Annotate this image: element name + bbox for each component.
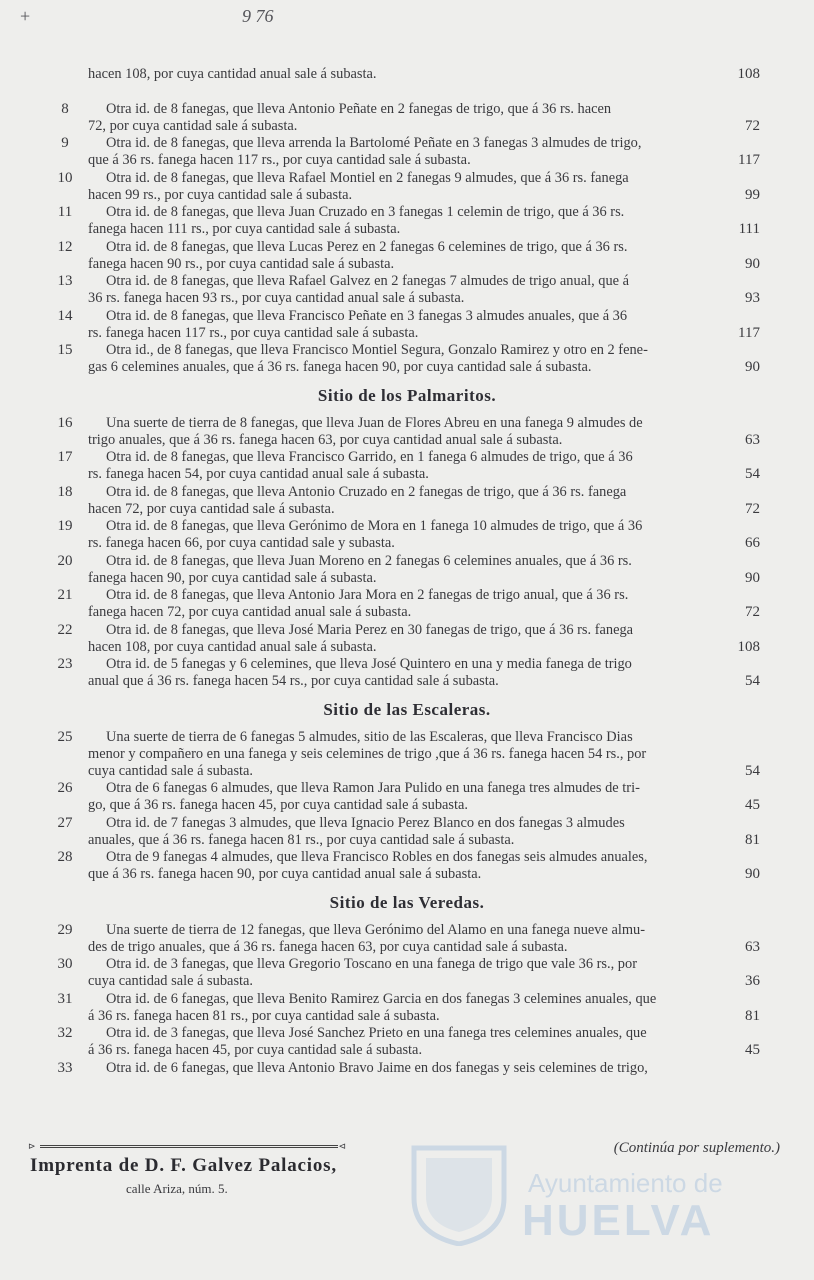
entry-text-line: trigo anuales, que á 36 rs. fanega hacen 63, por cuya cantidad anual sale á subasta. bbox=[88, 431, 563, 448]
entry-amount: 81 bbox=[745, 831, 760, 848]
entry-number: 20 bbox=[57, 552, 73, 569]
list-item bbox=[0, 991, 814, 1026]
list-item bbox=[0, 204, 814, 239]
entry-text-line: Otra id. de 8 fanegas, que lleva Francisco Garrido, en 1 fanega 6 almudes de trigo, que á 36 bbox=[106, 449, 633, 465]
entry-text-line: Otra id. de 5 fanegas y 6 celemines, que lleva José Quintero en una y media fanega de trigo bbox=[106, 656, 632, 672]
list-item bbox=[0, 449, 814, 484]
entry-text-line: anual que á 36 rs. fanega hacen 54 rs., por cuya cantidad sale á subasta. bbox=[88, 673, 499, 689]
entry-text-line: que á 36 rs. fanega hacen 90, por cuya cantidad anual sale á subasta. bbox=[88, 866, 482, 882]
rule-ornament-icon: ⊳ bbox=[28, 1141, 36, 1151]
entry-amount: 99 bbox=[745, 186, 760, 203]
entry-text bbox=[88, 308, 728, 342]
entry-number: 10 bbox=[57, 169, 73, 186]
entry-amount: 72 bbox=[745, 604, 760, 620]
entry-number: 28 bbox=[57, 849, 73, 865]
entry-text bbox=[88, 415, 728, 449]
list-item bbox=[0, 849, 814, 884]
entry-text bbox=[88, 204, 728, 238]
list-item bbox=[0, 1060, 814, 1095]
entry-amount: 45 bbox=[745, 797, 760, 813]
entry-text-line: 36 rs. fanega hacen 93 rs., por cuya cantidad anual sale á subasta. bbox=[88, 290, 465, 306]
list-item bbox=[0, 815, 814, 850]
rule-ornament-icon: ⊲ bbox=[338, 1141, 346, 1151]
entry-text-line: fanega hacen 111 rs., por cuya cantidad sale á subasta. bbox=[88, 221, 401, 237]
entry-text bbox=[88, 780, 728, 814]
entry-amount: 72 bbox=[745, 500, 760, 517]
entry-text bbox=[88, 729, 728, 780]
entry-text bbox=[88, 101, 728, 135]
entry-text-line: Una suerte de tierra de 8 fanegas, que lleva Juan de Flores Abreu en una fanega 9 almudes de bbox=[106, 414, 643, 431]
entry-text bbox=[88, 66, 728, 83]
entry-text-line: gas 6 celemines anuales, que á 36 rs. fanega hacen 90, por cuya cantidad sale á subasta. bbox=[88, 359, 592, 375]
list-item bbox=[0, 518, 814, 553]
list-item bbox=[0, 135, 814, 170]
list-item bbox=[0, 239, 814, 274]
entry-text-line: rs. fanega hacen 66, por cuya cantidad sale y subasta. bbox=[88, 535, 395, 551]
entry-text bbox=[88, 135, 728, 169]
entry-text-line: go, que á 36 rs. fanega hacen 45, por cuya cantidad sale á subasta. bbox=[88, 797, 469, 813]
entry-amount: 54 bbox=[745, 762, 760, 779]
entry-text-line: des de trigo anuales, que á 36 rs. fanega hacen 63, por cuya cantidad sale á subasta. bbox=[88, 938, 568, 955]
entry-text-line: Otra id. de 3 fanegas, que lleva Gregorio Toscano en una fanega de trigo que vale 36 rs., por bbox=[106, 956, 637, 972]
footer-rule bbox=[28, 1143, 346, 1149]
page-mark: 9 76 bbox=[242, 6, 274, 26]
entry-text-line: rs. fanega hacen 54, por cuya cantidad anual sale á subasta. bbox=[88, 466, 429, 482]
entry-text bbox=[88, 484, 728, 518]
entry-amount: 108 bbox=[737, 638, 760, 655]
entry-amount: 117 bbox=[738, 152, 760, 168]
entry-amount: 90 bbox=[745, 255, 760, 272]
section-title: Sitio de las Escaleras. bbox=[323, 699, 491, 719]
list-item bbox=[0, 622, 814, 657]
entry-number: 27 bbox=[57, 814, 73, 831]
list-item bbox=[0, 66, 814, 101]
entry-amount: 90 bbox=[745, 359, 760, 375]
entry-amount: 54 bbox=[745, 673, 760, 689]
entry-text-line: que á 36 rs. fanega hacen 117 rs., por cuya cantidad sale á subasta. bbox=[88, 152, 471, 168]
entry-text-line: fanega hacen 90, por cuya cantidad sale á subasta. bbox=[88, 569, 377, 586]
entry-number: 11 bbox=[57, 204, 73, 220]
entry-text-line: hacen 108, por cuya cantidad anual sale á subasta. bbox=[88, 638, 377, 655]
entry-text-line: cuya cantidad sale á subasta. bbox=[88, 762, 254, 779]
entry-amount: 72 bbox=[745, 117, 760, 134]
list-item bbox=[0, 415, 814, 450]
entry-number: 14 bbox=[57, 307, 73, 324]
entry-amount: 81 bbox=[745, 1007, 760, 1024]
entry-number: 18 bbox=[57, 483, 73, 500]
entry-amount: 117 bbox=[738, 324, 760, 341]
corner-mark: + bbox=[20, 6, 31, 26]
entry-text-line: Otra id. de 8 fanegas, que lleva José Maria Perez en 30 fanegas de trigo, que á 36 rs. fanega bbox=[106, 621, 634, 638]
entry-amount: 63 bbox=[745, 431, 760, 448]
entry-text-line: á 36 rs. fanega hacen 81 rs., por cuya cantidad sale á subasta. bbox=[88, 1007, 440, 1024]
entry-text-line: Una suerte de tierra de 12 fanegas, que lleva Gerónimo del Alamo en una fanega nueve almu- bbox=[106, 921, 646, 938]
entry-text-line: Una suerte de tierra de 6 fanegas 5 almudes, sitio de las Escaleras, que lleva Francisco Dias bbox=[106, 728, 633, 745]
list-item bbox=[0, 922, 814, 957]
entry-text bbox=[88, 1060, 728, 1077]
entry-amount: 36 bbox=[745, 973, 760, 989]
entry-number: 26 bbox=[57, 780, 73, 796]
list-item bbox=[0, 729, 814, 781]
entry-amount: 54 bbox=[745, 466, 760, 482]
list-item bbox=[0, 587, 814, 622]
entry-text-line: Otra id. de 6 fanegas, que lleva Antonio Bravo Jaime en dos fanegas y seis celemines de trigo, bbox=[106, 1059, 648, 1076]
entry-number: 25 bbox=[57, 728, 73, 745]
entry-text bbox=[88, 622, 728, 656]
entry-text bbox=[88, 342, 728, 376]
entry-text-line: Otra id. de 6 fanegas, que lleva Benito Ramirez Garcia en dos fanegas 3 celemines anuales, que bbox=[106, 990, 657, 1007]
list-item bbox=[0, 342, 814, 377]
entry-text bbox=[88, 922, 728, 956]
entry-text-line: Otra id. de 8 fanegas, que lleva Antonio Jara Mora en 2 fanegas de trigo anual, que á 36 rs. bbox=[106, 587, 629, 603]
entry-text-line: hacen 72, por cuya cantidad sale á subasta. bbox=[88, 500, 335, 517]
entry-text bbox=[88, 956, 728, 990]
section-title: Sitio de los Palmaritos. bbox=[317, 385, 497, 405]
entry-amount: 63 bbox=[745, 938, 760, 955]
entry-text-line: á 36 rs. fanega hacen 45, por cuya cantidad sale á subasta. bbox=[88, 1042, 423, 1058]
entry-amount: 45 bbox=[745, 1042, 760, 1058]
entry-text-line: Otra id. de 8 fanegas, que lleva Juan Moreno en 2 fanegas 6 celemines anuales, que á 36 rs. bbox=[106, 552, 632, 569]
list-item bbox=[0, 1025, 814, 1060]
entry-text-line: Otra id. de 8 fanegas, que lleva Lucas Perez en 2 fanegas 6 celemines de trigo, que á 36 rs. bbox=[106, 238, 628, 255]
entry-amount: 111 bbox=[738, 221, 760, 237]
entry-number: 17 bbox=[57, 449, 73, 465]
watermark-line-1: Ayuntamiento de bbox=[528, 1168, 723, 1198]
archive-watermark bbox=[404, 1138, 784, 1248]
entry-number: 12 bbox=[57, 238, 73, 255]
coat-of-arms-icon bbox=[404, 1142, 514, 1246]
entry-number: 21 bbox=[57, 587, 73, 603]
entry-text bbox=[88, 239, 728, 273]
entry-text bbox=[88, 553, 728, 587]
entry-number: 9 bbox=[61, 135, 69, 151]
double-rule bbox=[40, 1145, 338, 1148]
entry-number: 16 bbox=[57, 414, 73, 431]
entry-text-line: Otra id. de 8 fanegas, que lleva Rafael Galvez en 2 fanegas 7 almudes de trigo anual, que á bbox=[106, 273, 630, 289]
entry-number: 22 bbox=[57, 621, 73, 638]
entry-text bbox=[88, 587, 728, 621]
entry-text bbox=[88, 815, 728, 849]
entry-text-line: Otra id. de 3 fanegas, que lleva José Sanchez Prieto en una fanega tres celemines anuales, que bbox=[106, 1025, 647, 1041]
entry-text-line: Otra id. de 8 fanegas, que lleva Gerónimo de Mora en 1 fanega 10 almudes de trigo, que á 36 bbox=[106, 518, 643, 534]
entry-text-line: Otra de 6 fanegas 6 almudes, que lleva Ramon Jara Pulido en una fanega tres almudes de tri- bbox=[106, 780, 640, 796]
entry-text-line: Otra id. de 8 fanegas, que lleva Rafael Montiel en 2 fanegas 9 almudes, que á 36 rs. fanega bbox=[106, 169, 629, 186]
entry-text bbox=[88, 849, 728, 883]
entry-number: 8 bbox=[61, 100, 69, 117]
entry-amount: 66 bbox=[745, 535, 760, 551]
entry-text bbox=[88, 449, 728, 483]
list-item bbox=[0, 656, 814, 691]
entry-amount: 90 bbox=[745, 866, 760, 882]
entry-text-line: Otra de 9 fanegas 4 almudes, que lleva Francisco Robles en dos fanegas seis almudes anuales, bbox=[106, 849, 648, 865]
list-item bbox=[0, 780, 814, 815]
list-item bbox=[0, 170, 814, 205]
entry-number: 33 bbox=[57, 1059, 73, 1076]
entry-text-line: hacen 99 rs., por cuya cantidad sale á subasta. bbox=[88, 186, 353, 203]
entry-text bbox=[88, 1025, 728, 1059]
entry-text-line: cuya cantidad sale á subasta. bbox=[88, 973, 254, 989]
entry-number: 29 bbox=[57, 921, 73, 938]
list-item bbox=[0, 956, 814, 991]
entry-number: 30 bbox=[57, 956, 73, 972]
section-title: Sitio de las Veredas. bbox=[329, 892, 485, 912]
entry-text bbox=[88, 170, 728, 204]
continuation-note: (Continúa por suplemento.) bbox=[613, 1140, 780, 1156]
entry-text-line: hacen 108, por cuya cantidad anual sale á subasta. bbox=[88, 66, 377, 82]
entry-text-line: fanega hacen 90 rs., por cuya cantidad sale á subasta. bbox=[88, 255, 395, 272]
entry-amount: 90 bbox=[745, 569, 760, 586]
entry-number: 31 bbox=[57, 990, 73, 1007]
list-item bbox=[0, 273, 814, 308]
list-item bbox=[0, 308, 814, 343]
entry-text-line: Otra id. de 8 fanegas, que lleva Juan Cruzado en 3 fanegas 1 celemin de trigo, que á 36 rs. bbox=[106, 204, 625, 220]
printer-imprint: Imprenta de D. F. Galvez Palacios, bbox=[30, 1155, 337, 1176]
entry-amount: 108 bbox=[737, 66, 760, 82]
entry-text-line: Otra id. de 8 fanegas, que lleva arrenda la Bartolomé Peñate en 3 fanegas 3 almudes de trigo, bbox=[106, 135, 642, 151]
entry-number: 19 bbox=[57, 518, 73, 534]
list-item bbox=[0, 101, 814, 136]
entry-text-line: anuales, que á 36 rs. fanega hacen 81 rs., por cuya cantidad sale á subasta. bbox=[88, 831, 515, 848]
entry-number: 32 bbox=[57, 1025, 73, 1041]
entry-text bbox=[88, 991, 728, 1025]
entry-text-line: rs. fanega hacen 117 rs., por cuya cantidad sale á subasta. bbox=[88, 324, 419, 341]
entry-text bbox=[88, 518, 728, 552]
entry-amount: 93 bbox=[745, 290, 760, 306]
list-item bbox=[0, 553, 814, 588]
entry-text-line: Otra id. de 8 fanegas, que lleva Francisco Peñate en 3 fanegas 3 almudes anuales, que á 36 bbox=[106, 307, 628, 324]
entry-number: 15 bbox=[57, 342, 73, 358]
entry-text-line: fanega hacen 72, por cuya cantidad anual sale á subasta. bbox=[88, 604, 412, 620]
entry-text-line: Otra id., de 8 fanegas, que lleva Francisco Montiel Segura, Gonzalo Ramirez y otro en 2 fene- bbox=[106, 342, 648, 358]
entry-text-line: 72, por cuya cantidad sale á subasta. bbox=[88, 117, 298, 134]
entry-text-line: Otra id. de 8 fanegas, que lleva Antonio Peñate en 2 fanegas de trigo, que á 36 rs. hacen bbox=[106, 100, 612, 117]
entry-number: 23 bbox=[57, 656, 73, 672]
entry-number: 13 bbox=[57, 273, 73, 289]
entry-text-line: Otra id. de 7 fanegas 3 almudes, que lleva Ignacio Perez Blanco en dos fanegas 3 almudes bbox=[106, 814, 625, 831]
entry-text bbox=[88, 656, 728, 690]
entry-text bbox=[88, 273, 728, 307]
entry-text-line: Otra id. de 8 fanegas, que lleva Antonio Cruzado en 2 fanegas de trigo, que á 36 rs. fanega bbox=[106, 483, 627, 500]
watermark-line-2: HUELVA bbox=[522, 1196, 715, 1245]
entry-text-line: menor y compañero en una fanega y seis celemines de trigo ,que á 36 rs. fanega hacen 54 rs., por bbox=[88, 745, 647, 762]
printer-address: calle Ariza, núm. 5. bbox=[126, 1181, 228, 1196]
entries-list bbox=[0, 66, 814, 1094]
list-item bbox=[0, 484, 814, 519]
